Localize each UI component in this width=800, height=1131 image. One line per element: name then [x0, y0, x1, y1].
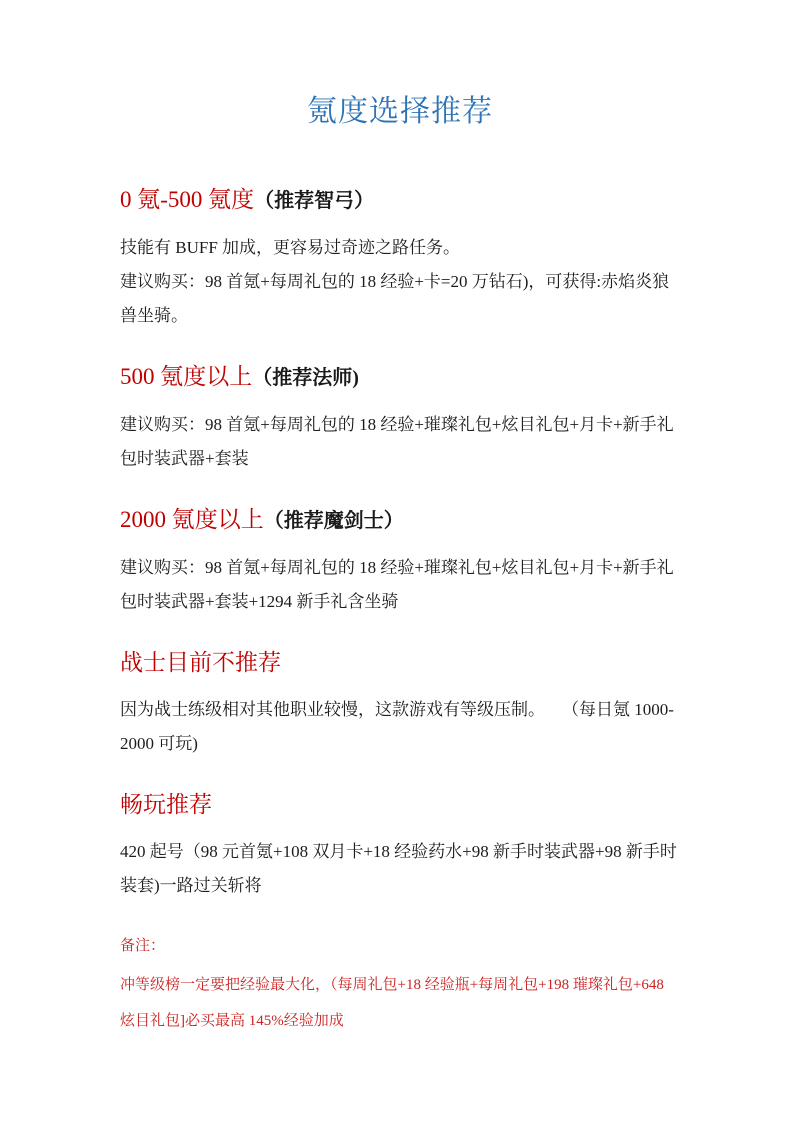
section-paragraph: 建议购买：98 首氪+每周礼包的 18 经验+璀璨礼包+炫目礼包+月卡+新手礼包时装武器+套装+1294 新手礼含坐骑	[120, 558, 674, 611]
section-heading-tier: 0 氪-500 氪度	[120, 187, 255, 212]
note-label: 备注：	[120, 938, 166, 954]
section-heading	[120, 184, 680, 217]
document-title: 氪度选择推荐	[307, 95, 493, 128]
section-heading-tier: 畅玩推荐	[120, 792, 212, 817]
section-paragraph: 420 起号（98 元首氪+108 双月卡+18 经验药水+98 新手时装武器+98 新手时装套)一路过关斩将	[120, 842, 677, 895]
section-tier-2000-plus	[120, 504, 680, 619]
section-heading-tier: 500 氪度以上	[120, 364, 253, 389]
section-heading	[120, 647, 680, 679]
section-heading-tier: 战士目前不推荐	[120, 650, 281, 675]
section-paragraph: 建议购买：98 首氪+每周礼包的 18 经验+璀璨礼包+炫目礼包+月卡+新手礼包时装武器+套装	[120, 415, 674, 468]
section-heading-class: （推荐法师)	[252, 367, 359, 389]
section-heading-class: （推荐魔剑士）	[263, 510, 404, 532]
section-warrior-not-recommended	[120, 647, 680, 761]
section-heading-class: （推荐智弓）	[254, 190, 375, 212]
section-paragraph: 建议购买：98 首氪+每周礼包的 18 经验+卡=20 万钻石)，可获得:赤焰炎狼兽坐骑。	[120, 272, 670, 325]
section-heading	[120, 789, 680, 821]
section-tier-500-plus	[120, 361, 680, 476]
section-casual-recommendation	[120, 789, 680, 903]
section-paragraph: 因为战士练级相对其他职业较慢，这款游戏有等级压制。 （每日氪 1000-2000 可玩)	[120, 700, 674, 753]
section-tier-0-500	[120, 184, 680, 333]
note-body: 冲等级榜一定要把经验最大化，（每周礼包+18 经验瓶+每周礼包+198 璀璨礼包+648 炫目礼包]必买最高 145%经验加成	[120, 977, 664, 1029]
section-heading-tier: 2000 氪度以上	[120, 507, 264, 532]
section-heading	[120, 504, 680, 537]
section-paragraph: 技能有 BUFF 加成，更容易过奇迹之路任务。	[120, 238, 461, 257]
section-heading	[120, 361, 680, 394]
note-section	[120, 931, 680, 1039]
